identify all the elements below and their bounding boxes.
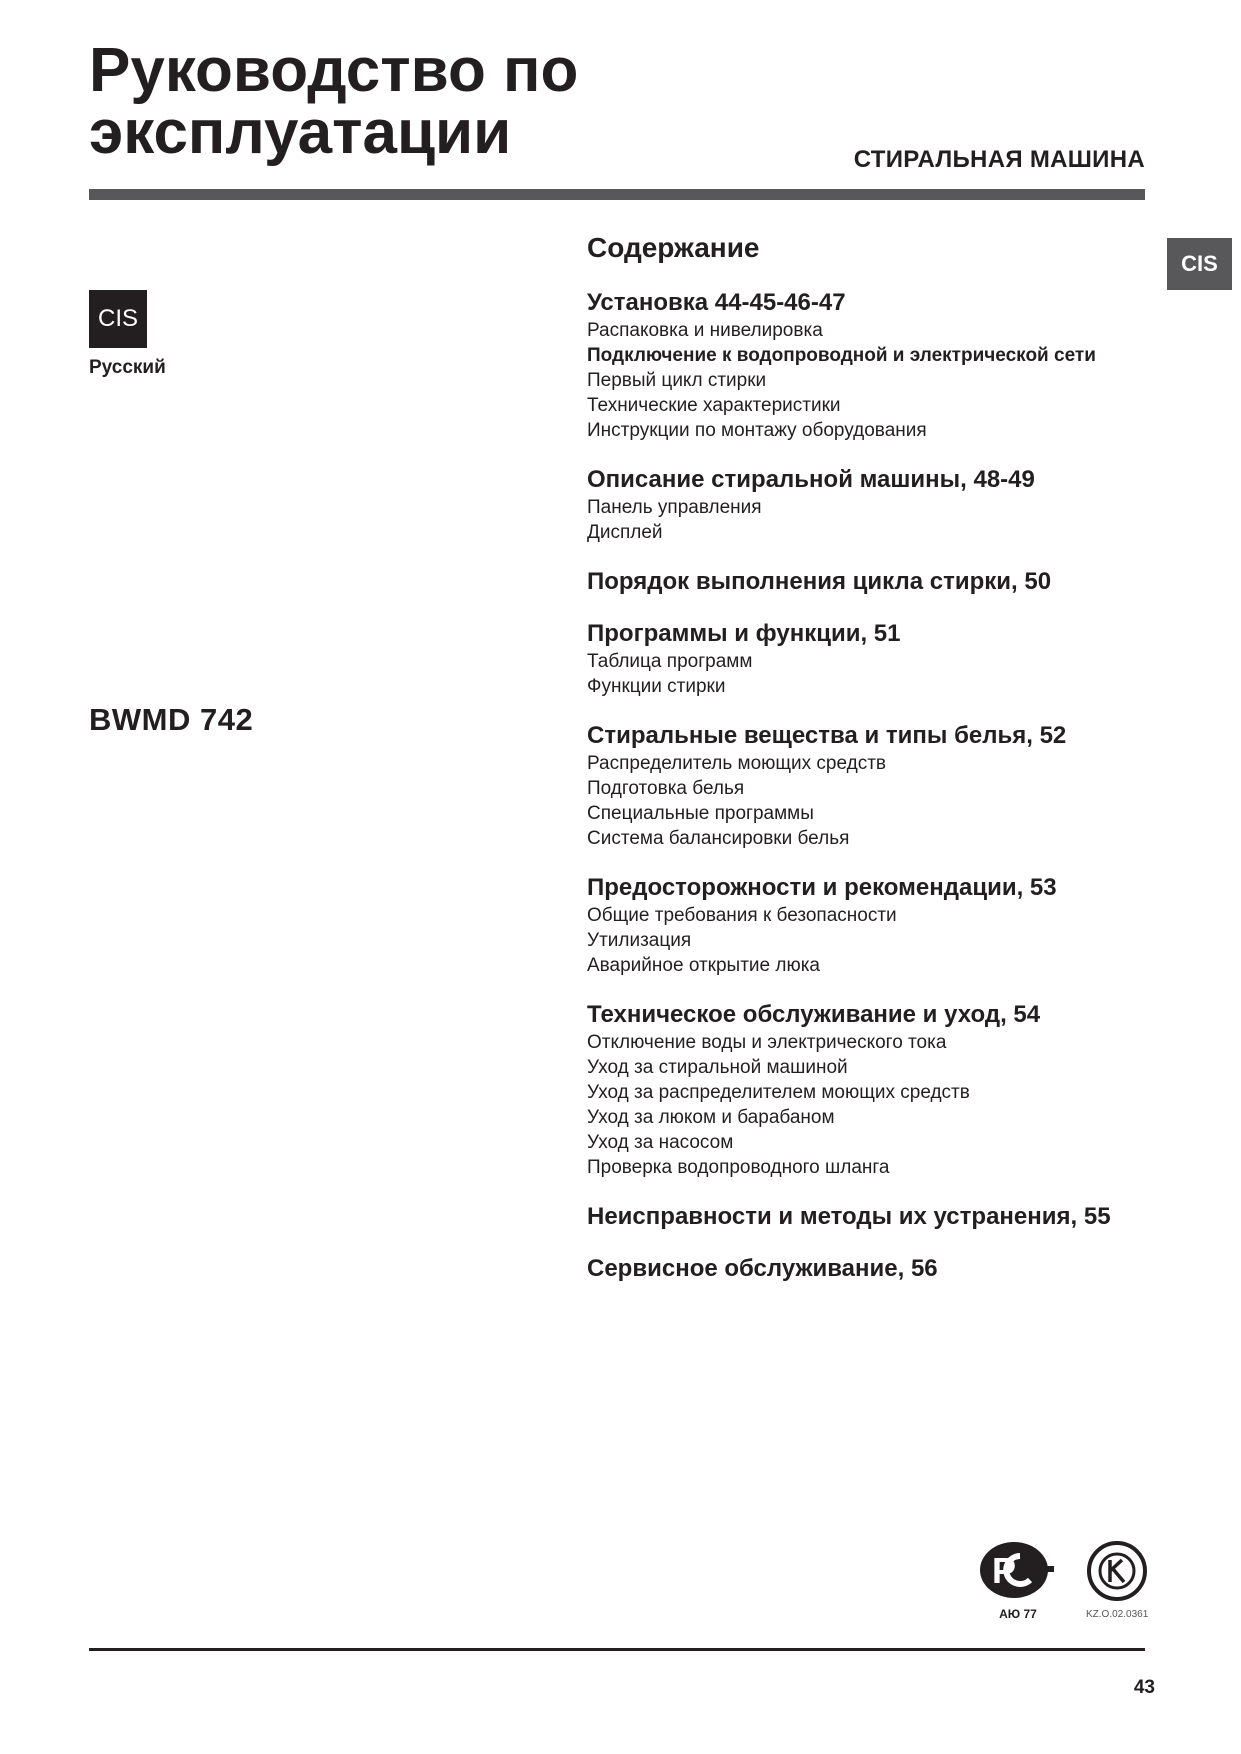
document-title-line-1: Руководство по	[89, 36, 579, 105]
toc-item: Уход за люком и барабаном	[587, 1107, 835, 1128]
toc-section-service	[587, 1254, 1147, 1284]
toc-section-heading: Стиральные вещества и типы белья, 52	[587, 722, 1067, 749]
toc-item: Утилизация	[587, 930, 692, 951]
toc-item: Подключение к водопроводной и электрической сети	[587, 345, 1096, 366]
toc-section-wash-cycle	[587, 567, 1147, 597]
toc-item: Уход за распределителем моющих средств	[587, 1082, 970, 1103]
toc-item: Аварийное открытие люка	[587, 955, 821, 976]
side-tab-cis: CIS	[1167, 238, 1232, 290]
toc-item: Инструкции по монтажу оборудования	[587, 420, 927, 441]
product-type: СТИРАЛЬНАЯ МАШИНА	[853, 146, 1145, 173]
toc-item: Проверка водопроводного шланга	[587, 1157, 890, 1178]
toc-item: Общие требования к безопасности	[587, 905, 897, 926]
toc-item: Технические характеристики	[587, 395, 841, 416]
toc-section-installation	[587, 288, 1147, 443]
toc-title: Содержание	[587, 232, 760, 263]
toc-item: Распределитель моющих средств	[587, 753, 887, 774]
language-label: Русский	[89, 357, 166, 378]
toc-section-precautions	[587, 873, 1147, 978]
toc-item: Функции стирки	[587, 676, 726, 697]
toc-section-heading: Техническое обслуживание и уход, 54	[587, 1001, 1041, 1028]
toc-item: Панель управления	[587, 497, 762, 518]
toc-item: Уход за насосом	[587, 1132, 734, 1153]
toc-item: Таблица программ	[587, 651, 753, 672]
pct-certification-mark	[980, 1540, 1056, 1621]
toc-section-heading: Описание стиральной машины, 48-49	[587, 466, 1035, 493]
toc-section-description	[587, 465, 1147, 545]
page-number: 43	[1133, 1677, 1155, 1698]
language-region-badge: CIS	[89, 290, 147, 348]
toc-section-troubleshooting	[587, 1202, 1147, 1232]
toc-item: Уход за стиральной машиной	[587, 1057, 848, 1078]
kz-certification-mark	[1086, 1540, 1148, 1620]
toc-section-heading: Программы и функции, 51	[587, 620, 901, 647]
document-title	[89, 36, 579, 167]
kz-logo-icon	[1086, 1540, 1148, 1602]
toc-item: Отключение воды и электрического тока	[587, 1032, 947, 1053]
model-number: BWMD 742	[89, 702, 254, 737]
toc-section-heading: Сервисное обслуживание, 56	[587, 1255, 938, 1282]
toc-section-heading: Порядок выполнения цикла стирки, 50	[587, 568, 1052, 595]
toc-item: Первый цикл стирки	[587, 370, 767, 391]
toc-item: Дисплей	[587, 522, 663, 543]
pct-logo-icon	[980, 1540, 1056, 1600]
toc-item: Специальные программы	[587, 803, 814, 824]
footer-divider	[89, 1648, 1145, 1651]
toc-section-detergents	[587, 721, 1147, 851]
document-title-line-2: эксплуатации	[89, 98, 512, 167]
svg-text:Р: Р	[992, 1550, 1017, 1591]
toc-section-programs	[587, 619, 1147, 699]
toc-section-heading: Неисправности и методы их устранения, 55	[587, 1203, 1111, 1230]
toc-section-heading: Установка 44-45-46-47	[587, 289, 846, 316]
kz-certification-label: KZ.O.02.0361	[1086, 1609, 1149, 1620]
toc-item: Система балансировки белья	[587, 828, 850, 849]
toc-section-heading: Предосторожности и рекомендации, 53	[587, 874, 1057, 901]
toc-section-maintenance	[587, 1000, 1147, 1180]
toc-item: Распаковка и нивелировка	[587, 320, 823, 341]
header-divider	[89, 189, 1145, 200]
toc-item: Подготовка белья	[587, 778, 745, 799]
pct-certification-label: АЮ 77	[999, 1607, 1037, 1621]
table-of-contents	[587, 228, 1147, 1306]
